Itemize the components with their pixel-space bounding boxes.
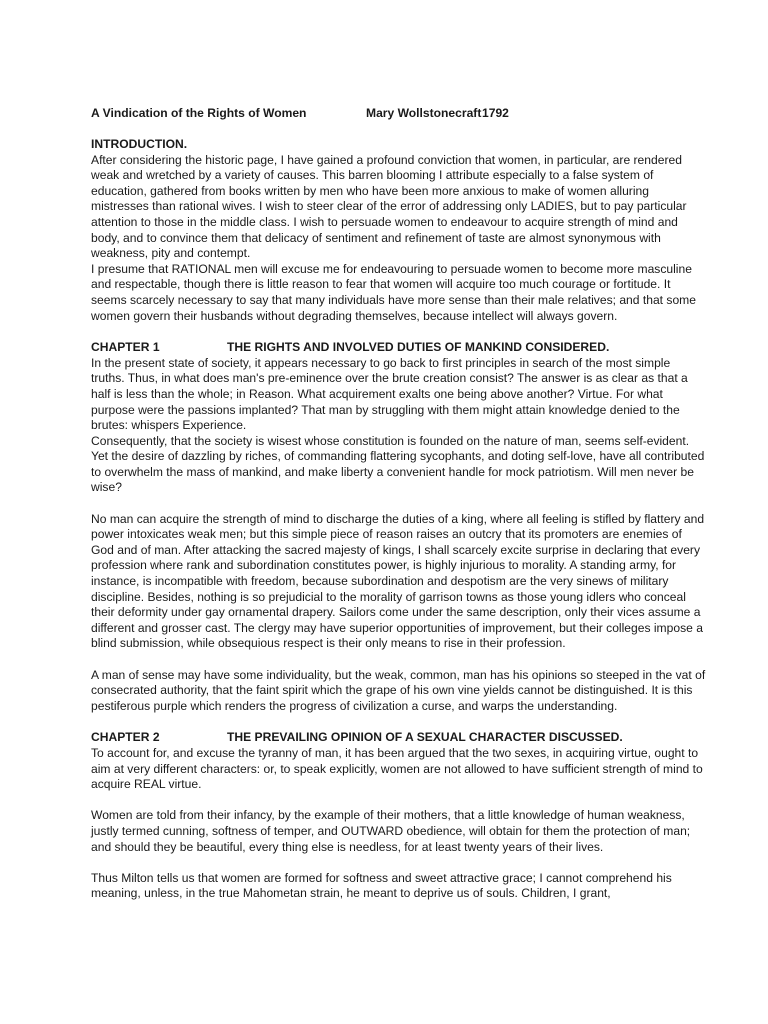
paragraph: To account for, and excuse the tyranny of man, it has been argued that the two sexes, in acquiring virtue, ought to aim at very different characters: or, to speak explicitly, women are not allowed to have sufficient strength of mind to acquire REAL virtue. (91, 745, 703, 792)
spacer (91, 793, 706, 809)
paragraph: No man can acquire the strength of mind to discharge the duties of a king, where all feeling is stifled by flattery and power intoxicates weak men; but this simple piece of reason raises an outcry that its promoters are enemies of God and of man. After attacking the sacred majesty of kings, I shall scarcely excite surprise in declaring that every profession where rank and subordination constitutes power, is highly injurious to morality. A standing army, for instance, is incompatible with freedom, because subordination and despotism are the very sinews of military discipline. Besides, nothing is so prejudicial to the morality of garrison towns as those young idlers who conceal their deformity under gay ornamental drapery. Sailors come under the same description, only their vices assume a different and grosser cast. The clergy may have superior opportunities of improvement, but their colleges impose a blind submission, while obsequious respect is their only means to rise in their profession. (91, 511, 705, 651)
chapter-1-section (91, 340, 706, 715)
chapter-number: CHAPTER 2 (91, 729, 160, 744)
paragraph: Consequently, that the society is wisest whose constitution is founded on the nature of man, seems self-evident. Yet the desire of dazzling by riches, of commanding flattering sycophants, and doting self-love, have all contributed to overwhelm the mass of mankind, and make liberty a convenient handle for mock patriotism. Will men never be wise? (91, 433, 705, 495)
chapter-2-heading (91, 730, 706, 746)
chapter-number: CHAPTER 1 (91, 339, 160, 354)
spacer (91, 855, 706, 871)
spacer (91, 652, 706, 668)
chapter-title: THE PREVAILING OPINION OF A SEXUAL CHARACTER DISCUSSED. (227, 729, 623, 744)
chapter-2-section (91, 730, 706, 902)
chapter-title: THE RIGHTS AND INVOLVED DUTIES OF MANKIND CONSIDERED. (227, 339, 610, 354)
document-author: Mary Wollstonecraft (366, 106, 482, 120)
spacer (91, 324, 706, 340)
paragraph: A man of sense may have some individuality, but the weak, common, man has his opinions so steeped in the vat of consecrated authority, that the faint spirit which the grape of his own vine yields cannot be distinguished. It is this pestiferous purple which renders the progress of civilization a curse, and warps the understanding. (91, 667, 706, 713)
paragraph: I presume that RATIONAL men will excuse me for endeavouring to persuade women to become more masculine and respectable, though there is little reason to fear that women will acquire too much courage or fortitude. It seems scarcely necessary to say that many individuals have more sense than their male relatives; and that some women govern their husbands without degrading themselves, because intellect will always govern. (91, 261, 696, 323)
introduction-section (91, 137, 706, 324)
introduction-heading: INTRODUCTION. (91, 137, 188, 151)
document-page (91, 106, 706, 902)
paragraph: Women are told from their infancy, by the example of their mothers, that a little knowledge of human weakness, justly termed cunning, softness of temper, and OUTWARD obedience, will obtain for them the protection of man; and should they be beautiful, every thing else is needless, for at least twenty years of their lives. (91, 808, 691, 854)
paragraph: In the present state of society, it appears necessary to go back to first principles in search of the most simple truths. Thus, in what does man's pre-eminence over the brute creation consist? The answer is as clear as that a half is less than the whole; in Reason. What acquirement exalts one being above another? Virtue. For what purpose were the passions implanted? That man by struggling with them might attain knowledge denied to the brutes: whispers Experience. (91, 355, 688, 433)
chapter-1-heading (91, 340, 706, 356)
document-title: A Vindication of the Rights of Women (91, 106, 307, 120)
paragraph: After considering the historic page, I have gained a profound conviction that women, in particular, are rendered weak and wretched by a variety of causes. This barren blooming I attribute especially to a false system of education, gathered from books written by men who have been more anxious to make of women alluring mistresses than rational wives. I wish to steer clear of the error of addressing only LADIES, but to pay particular attention to those in the middle class. I wish to persuade women to endeavour to acquire strength of mind and body, and to convince them that delicacy of sentiment and refinement of taste are almost synonymous with weakness, pity and contempt. (91, 152, 687, 261)
spacer (91, 714, 706, 730)
document-year: 1792 (482, 106, 509, 120)
spacer (91, 496, 706, 512)
paragraph: Thus Milton tells us that women are formed for softness and sweet attractive grace; I cannot comprehend his meaning, unless, in the true Mahometan strain, he meant to deprive us of souls. Children, I grant, (91, 870, 672, 901)
document-header (91, 106, 706, 122)
